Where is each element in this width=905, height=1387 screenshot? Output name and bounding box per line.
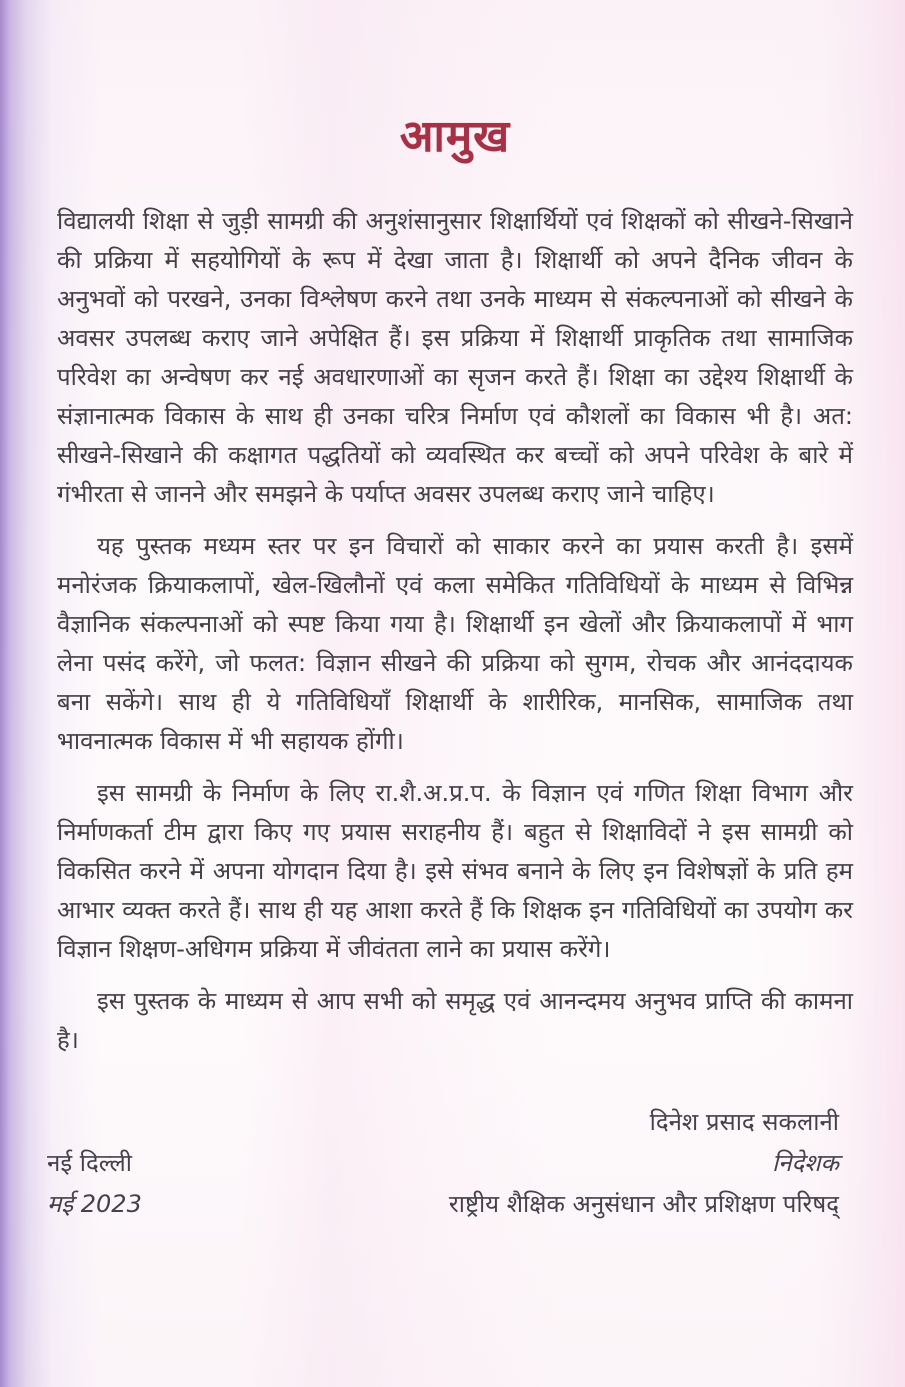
preface-paragraph-1: विद्यालयी शिक्षा से जुड़ी सामग्री की अनुशंसानुसार शिक्षार्थियों एवं शिक्षकों को सीखने-सिखाने की प्रक्रिया में सहयोगियों के रूप में देखा जाता है। शिक्षार्थी को अपने दैनिक जीवन के अनुभवों को परखने, उनका विश्लेषण करने तथा उनके माध्यम से संकल्पनाओं को सीखने के अवसर उपलब्ध कराए जाने अपेक्षित हैं। इस प्रक्रिया में शिक्षार्थी प्राकृतिक तथा सामाजिक परिवेश का अन्वेषण कर नई अवधारणाओं का सृजन करते हैं। शिक्षा का उद्देश्य शिक्षार्थी के संज्ञानात्मक विकास के साथ ही उनका चरित्र निर्माण एवं कौशलों का विकास भी है। अत: सीखने-सिखाने की कक्षागत पद्धतियों को व्यवस्थित कर बच्चों को अपने परिवेश के बारे में गंभीरता से जानने और समझने के पर्याप्त अवसर उपलब्ध कराए जाने चाहिए। bbox=[57, 207, 853, 508]
page-title: आमुख bbox=[399, 111, 511, 162]
preface-paragraph-4: इस पुस्तक के माध्यम से आप सभी को समृद्ध एवं आनन्दमय अनुभव प्राप्ति की कामना है। bbox=[57, 987, 853, 1054]
signature-column bbox=[57, 1102, 853, 1225]
preface-paragraph-2: यह पुस्तक मध्यम स्तर पर इन विचारों को साकार करने का प्रयास करती है। इसमें मनोरंजक क्रियाकलापों, खेल-खिलौनों एवं कला समेकित गतिविधियों के माध्यम से विभिन्न वैज्ञानिक संकल्पनाओं को स्पष्ट किया गया है। शिक्षार्थी इन खेलों और क्रियाकलापों में भाग लेना पसंद करेंगे, जो फलत: विज्ञान सीखने की प्रक्रिया को सुगम, रोचक और आनंददायक बना सकेंगे। साथ ही ये गतिविधियाँ शिक्षार्थी के शारीरिक, मानसिक, सामाजिक तथा भावनात्मक विकास में भी सहायक होंगी। bbox=[57, 532, 853, 755]
signoff-place: नई दिल्ली bbox=[47, 1149, 133, 1177]
page-content bbox=[47, 0, 853, 1225]
signatory-name: दिनेश प्रसाद सकलानी bbox=[649, 1108, 839, 1136]
signoff-date: मई 2023 bbox=[47, 1190, 142, 1218]
signoff-block bbox=[47, 1102, 853, 1225]
signatory-designation: निदेशक bbox=[771, 1149, 839, 1177]
place-date-column bbox=[47, 1143, 142, 1225]
preface-paragraph-3: इस सामग्री के निर्माण के लिए रा.शै.अ.प्र.प. के विज्ञान एवं गणित शिक्षा विभाग और निर्माणकर्ता टीम द्वारा किए गए प्रयास सराहनीय हैं। बहुत से शिक्षाविदों ने इस सामग्री को विकसित करने में अपना योगदान दिया है। इसे संभव बनाने के लिए इन विशेषज्ञों के प्रति हम आभार व्यक्त करते हैं। साथ ही यह आशा करते हैं कि शिक्षक इन गतिविधियों का उपयोग कर विज्ञान शिक्षण-अधिगम प्रक्रिया में जीवंतता लाने का प्रयास करेंगे। bbox=[57, 779, 853, 963]
signatory-organization: राष्ट्रीय शैक्षिक अनुसंधान और प्रशिक्षण परिषद् bbox=[448, 1190, 839, 1218]
